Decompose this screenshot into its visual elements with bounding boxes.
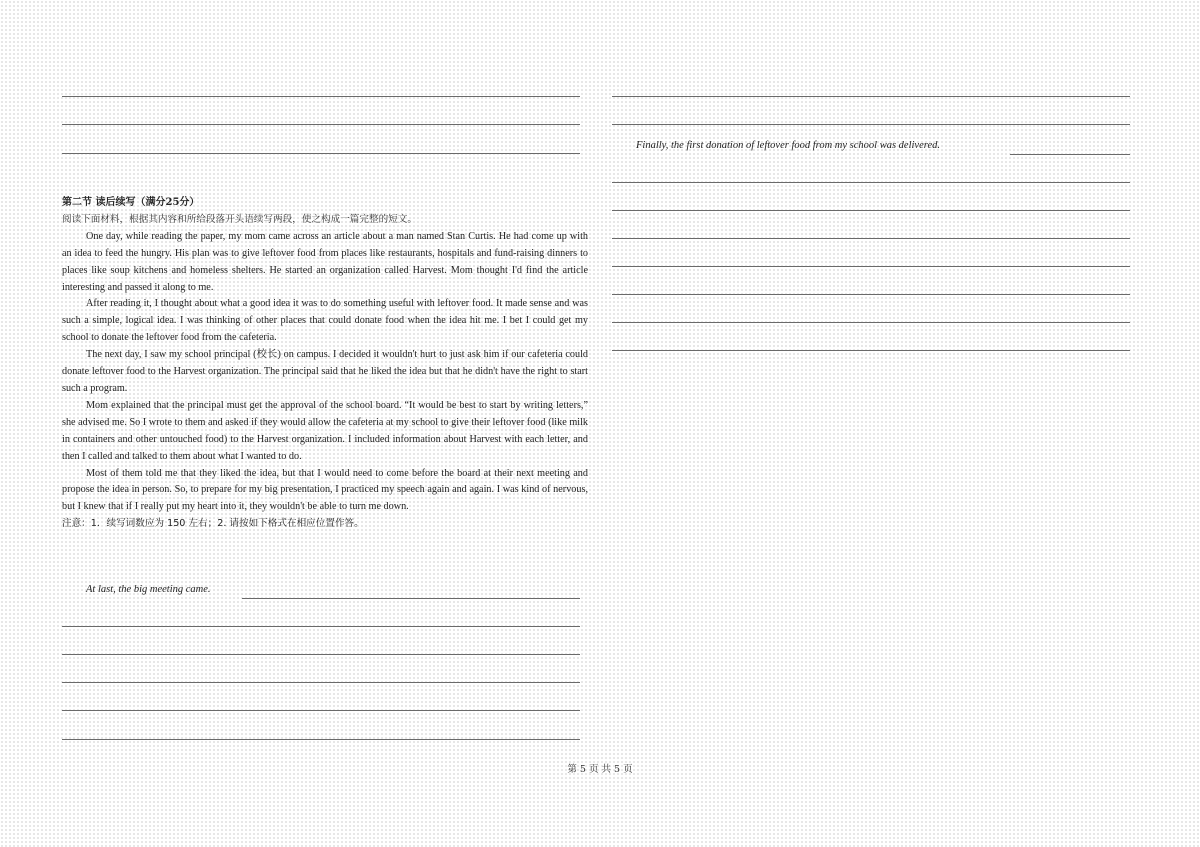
answer-line[interactable] bbox=[62, 710, 580, 711]
answer-line[interactable] bbox=[612, 210, 1130, 211]
story-paragraph: Mom explained that the principal must get the approval of the school board. “It would be best to start by writing letters,” she advised me. So I wrote to them and asked if they would allow the cafeteria at my school to give their leftover food (like milk in containers and other untouched food) to the Harvest organization. I included information about Harvest with each letter, and then I called and talked to them about what I wanted to do. bbox=[62, 399, 588, 462]
answer-line[interactable] bbox=[612, 294, 1130, 295]
answer-line[interactable] bbox=[62, 739, 580, 740]
story-paragraph: After reading it, I thought about what a good idea it was to do something useful with leftover food. It made sense and was such a simple, logical idea. I was thinking of other places that could donate food when the idea hit me. I bet I could get my school to donate the leftover food from the cafeteria. bbox=[62, 298, 588, 344]
answer-line bbox=[62, 124, 580, 125]
continuation-prompt-first: At last, the big meeting came. bbox=[86, 584, 211, 595]
story-paragraph: Most of them told me that they liked the idea, but that I would need to come before the board at their next meeting and propose the idea in person. So, to prepare for my big presentation, I practiced my speech again and again. I was kind of nervous, but I knew that if I really put my heart into it, they wouldn't be able to turn me down. bbox=[62, 467, 588, 513]
answer-line[interactable] bbox=[612, 238, 1130, 239]
continuation-prompt-second: Finally, the first donation of leftover food from my school was delivered. bbox=[636, 140, 940, 151]
writing-note: 注意：1．续写词数应为 150 左右；2. 请按如下格式在相应位置作答。 bbox=[62, 518, 364, 530]
page-number: 第 5 页 共 5 页 bbox=[567, 764, 633, 775]
reading-section bbox=[62, 195, 588, 533]
answer-line[interactable] bbox=[62, 654, 580, 655]
story-paragraph: The next day, I saw my school principal (校长) on campus. I decided it wouldn't hurt to just ask him if our cafeteria could donate leftover food to the Harvest organization. The principal said that he liked the idea but that he didn't have the right to start such a program. bbox=[62, 349, 588, 394]
answer-line bbox=[1010, 154, 1130, 155]
answer-line[interactable] bbox=[62, 626, 580, 627]
answer-line bbox=[62, 96, 580, 97]
answer-line[interactable] bbox=[612, 182, 1130, 183]
answer-line[interactable] bbox=[612, 350, 1130, 351]
answer-line bbox=[62, 153, 580, 154]
story-paragraph: One day, while reading the paper, my mom came across an article about a man named Stan Curtis. He had come up with an idea to feed the hungry. His plan was to give leftover food from places like restaurants, hospitals and fund-raising dinners to places like soup kitchens and homeless shelters. He started an organization called Harvest. Mom thought I'd find the article interesting and passed it along to me. bbox=[62, 230, 588, 293]
answer-line[interactable] bbox=[612, 322, 1130, 323]
answer-line[interactable] bbox=[62, 682, 580, 683]
answer-line bbox=[242, 598, 580, 599]
section-heading: 第二节 读后续写（满分25分） bbox=[62, 197, 200, 208]
answer-line[interactable] bbox=[612, 266, 1130, 267]
answer-line bbox=[612, 124, 1130, 125]
section-instructions: 阅读下面材料，根据其内容和所给段落开头语续写两段，使之构成一篇完整的短文。 bbox=[62, 213, 417, 225]
answer-line bbox=[612, 96, 1130, 97]
